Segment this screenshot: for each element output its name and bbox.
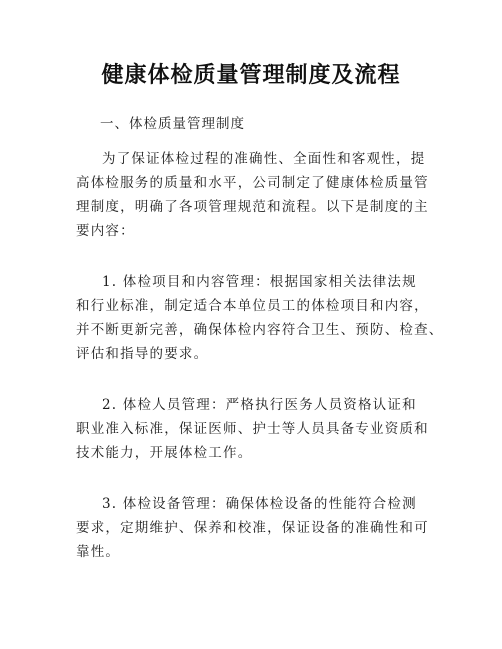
- item-line: 并不断更新完善，确保体检内容符合卫生、预防、检查、: [76, 322, 444, 338]
- intro-line: 要内容：: [76, 223, 135, 239]
- intro-line: 高体检服务的质量和水平，公司制定了健康体检质量管: [76, 175, 429, 191]
- item-line: 3. 体检设备管理：确保体检设备的性能符合检测: [102, 496, 417, 512]
- item-line: 靠性。: [76, 544, 121, 560]
- item-line: 1. 体检项目和内容管理：根据国家相关法律法规: [102, 274, 417, 290]
- item-line: 技术能力，开展体检工作。: [76, 445, 253, 461]
- intro-line: 理制度，明确了各项管理规范和流程。以下是制度的主: [76, 199, 429, 215]
- list-item-exam-items: [76, 270, 446, 366]
- intro-line: 为了保证体检过程的准确性、全面性和客观性，提: [102, 151, 426, 167]
- item-line: 职业准入标准，保证医师、护士等人员具备专业资质和: [76, 421, 429, 437]
- item-line: 2. 体检人员管理：严格执行医务人员资格认证和: [102, 397, 417, 413]
- list-item-equipment: [76, 492, 446, 564]
- document-title: 健康体检质量管理制度及流程: [101, 63, 401, 88]
- section-heading: 一、体检质量管理制度: [100, 116, 245, 132]
- item-line: 和行业标准，制定适合本单位员工的体检项目和内容，: [76, 298, 429, 314]
- intro-paragraph: [76, 147, 446, 243]
- list-item-staff: [76, 393, 446, 465]
- item-line: 评估和指导的要求。: [76, 346, 209, 362]
- item-line: 要求，定期维护、保养和校准，保证设备的准确性和可: [76, 520, 429, 536]
